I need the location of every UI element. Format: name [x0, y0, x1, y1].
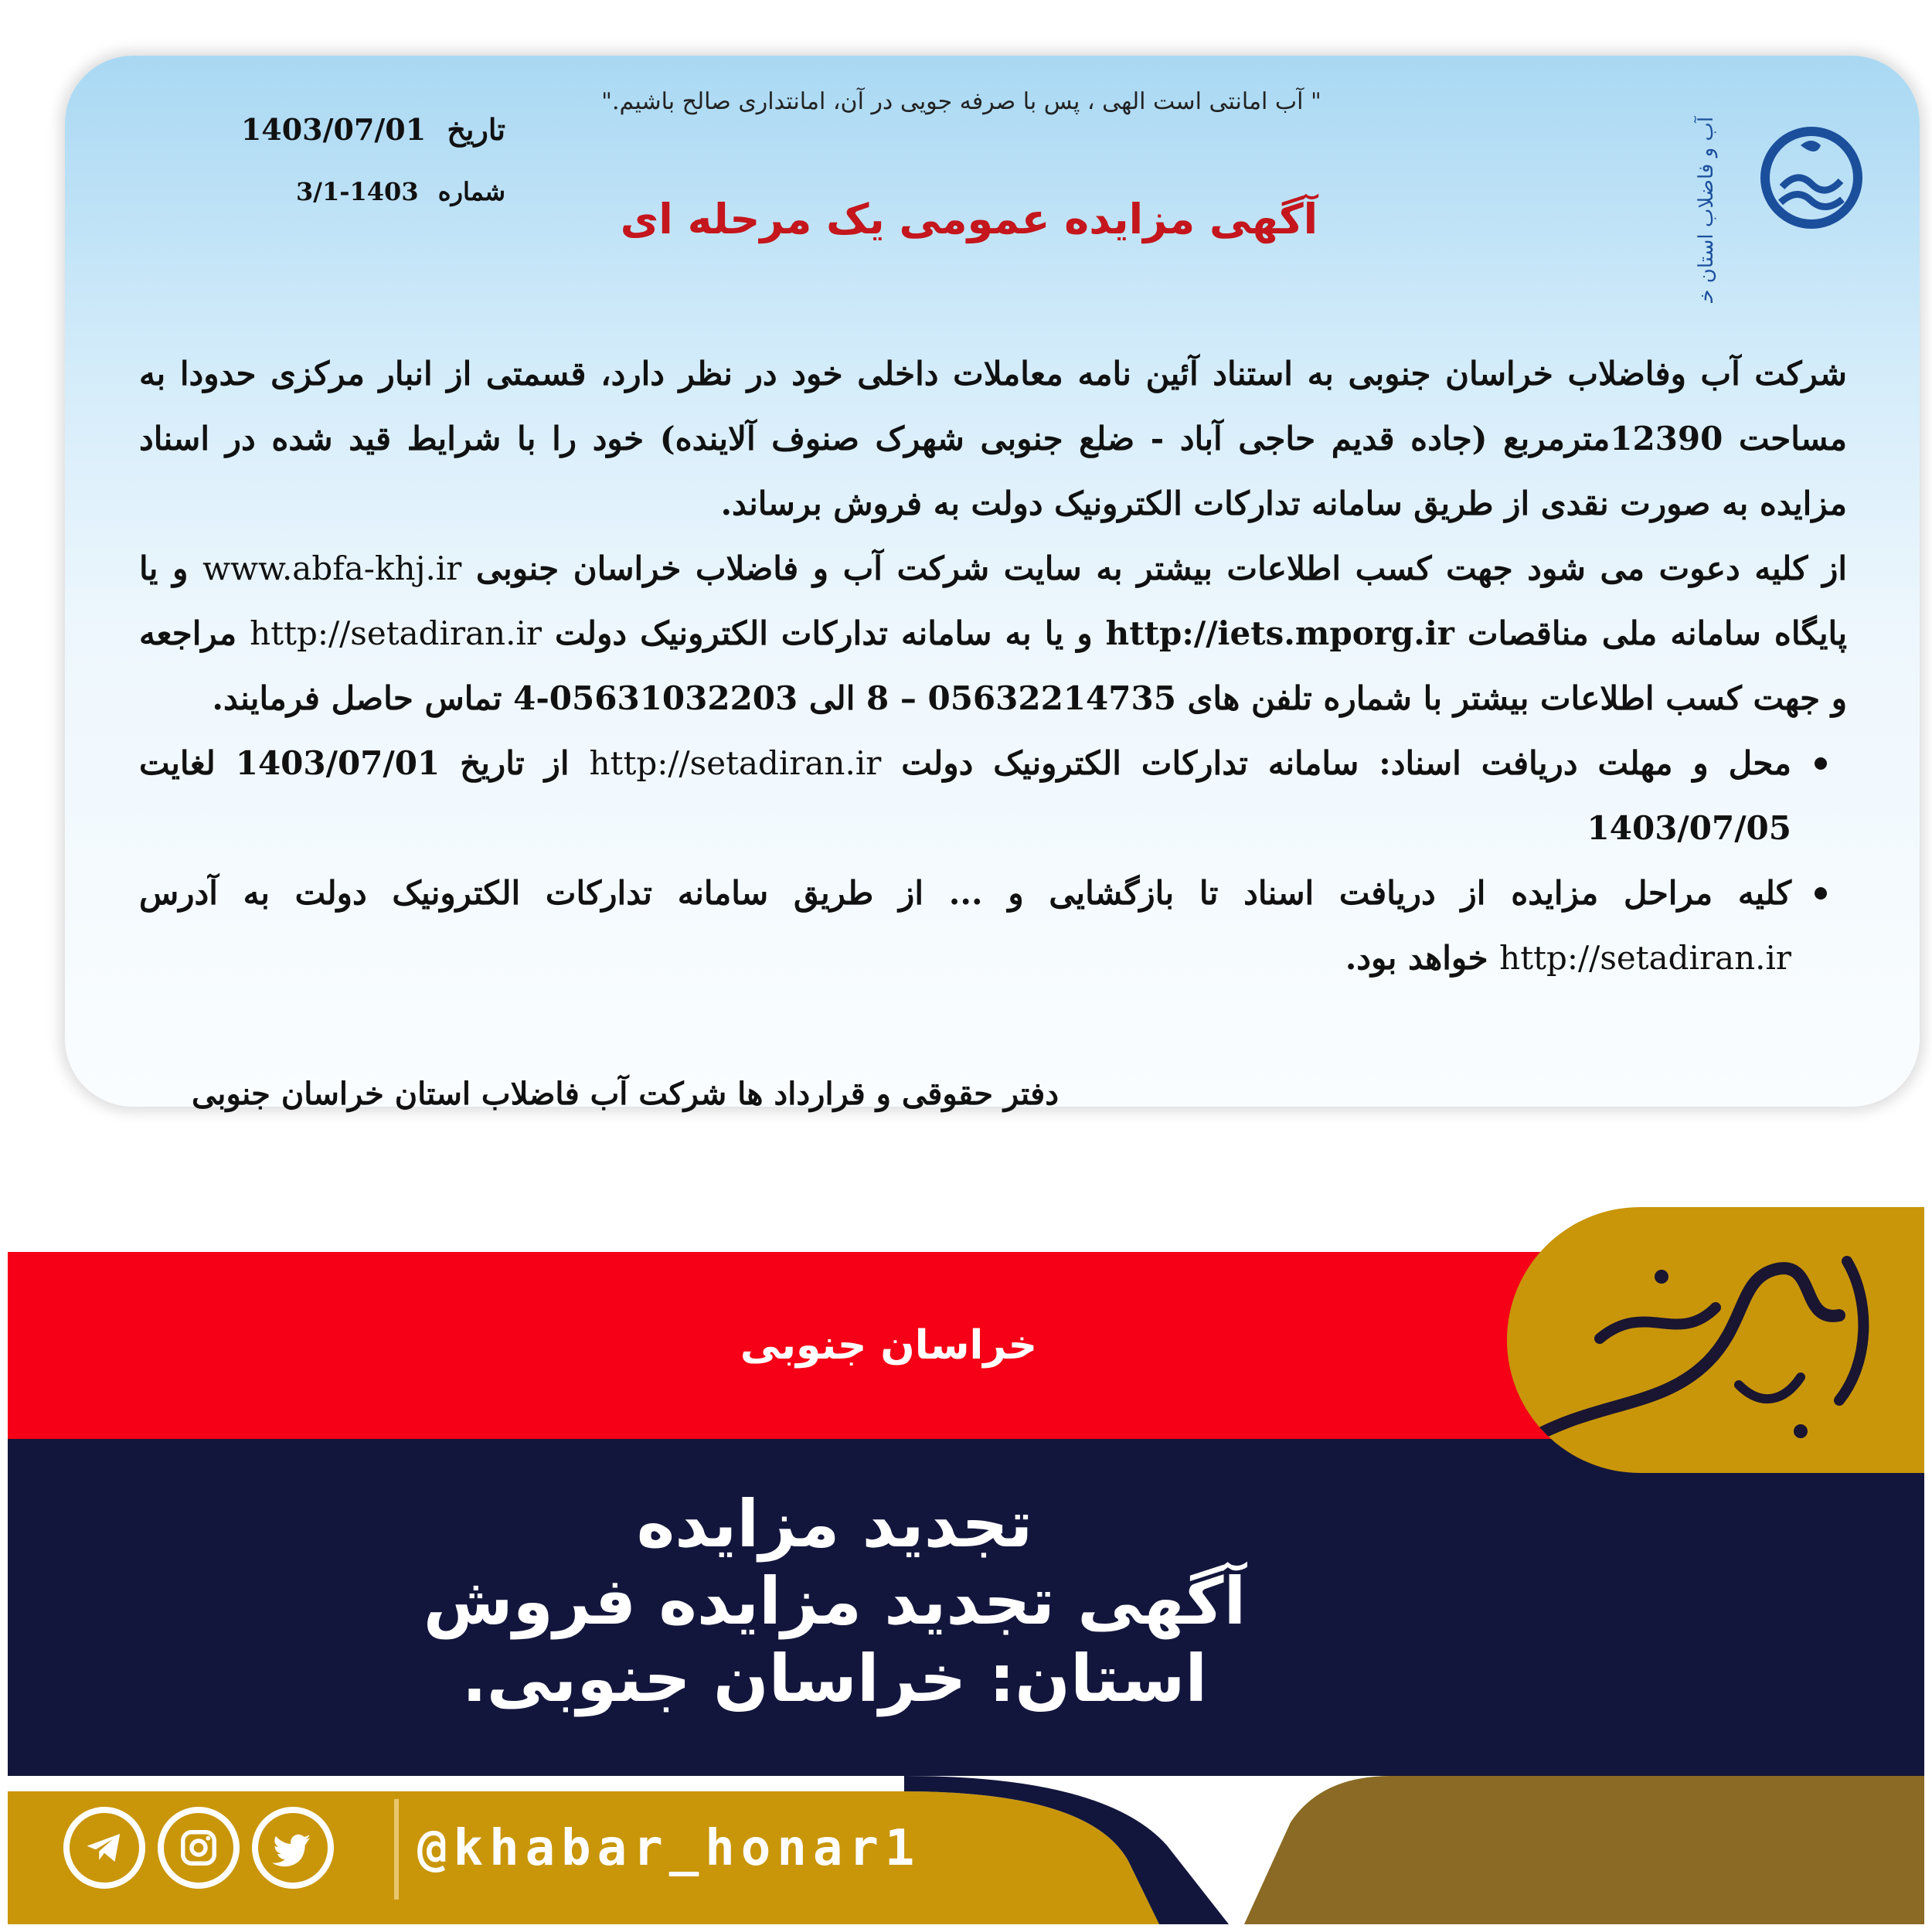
instagram-icon[interactable]: [158, 1807, 240, 1889]
logo-text: شرکت آب و فاضلاب استان خراسان جنوبی: [1695, 110, 1718, 303]
abfa-logo: [1649, 110, 1881, 303]
notice-body: [139, 342, 1847, 991]
telegram-icon[interactable]: [63, 1807, 145, 1889]
paragraph-2-part-a: از کلیه دعوت می شود جهت کسب اطلاعات بیشتر به سایت شرکت آب و فاضلاب خراسان جنوبی: [476, 549, 1848, 587]
social-icons: [63, 1807, 334, 1889]
headline-line-3: استان: خراسان جنوبی.: [461, 1641, 1208, 1716]
notice-card: [65, 56, 1920, 1107]
date-block: [181, 99, 505, 223]
bullet-1-link[interactable]: http://setadiran.ir: [589, 744, 882, 782]
number-value: 1403-3/1: [296, 177, 419, 206]
date-value: 1403/07/01: [240, 112, 427, 147]
headline-band: [8, 1439, 1924, 1776]
notice-motto: " آب امانتی است الهی ، پس با صرفه جویی در آن، امانتداری صالح باشیم.": [601, 88, 1321, 115]
bullet-2-part-a: کلیه مراحل مزایده از دریافت اسناد تا بازگشایی و ... از طریق سامانه تدارکات الکترونیک دولت به آدرس: [139, 874, 1791, 912]
number-line: [181, 161, 505, 223]
headline-line-1: تجدید مزایده: [636, 1486, 1033, 1562]
brand-badge: [1507, 1207, 1924, 1473]
social-bar: [8, 1776, 1924, 1924]
paragraph-2-part-d: مراجعه و جهت کسب اطلاعات بیشتر با شماره تلفن های 05632214735 – 8 الی 05631032203-4 تماس حاصل فرمایند.: [139, 614, 1847, 717]
paragraph-2-part-c: و یا به سامانه تدارکات الکترونیک دولت: [555, 614, 1093, 652]
headline: [240, 1485, 1430, 1717]
notice-paragraph-1: شرکت آب وفاضلاب خراسان جنوبی به استناد آئین نامه معاملات داخلی خود در نظر دارد، قسمتی از انبار مرکزی حدودا به مساحت 12390مترمربع (جاده قدیم حاجی آباد - ضلع جنوبی شهرک صنوف آلاینده) خود را با شرایط قید شده در اسناد مزایده به صورت نقدی از طریق سامانه تدارکات الکترونیک دولت به فروش برساند.: [139, 355, 1847, 522]
headline-line-2: آگهی تجدید مزایده فروش: [423, 1563, 1247, 1639]
water-drop-logo-icon: [1649, 110, 1881, 303]
notice-title: آگهی مزایده عمومی یک مرحله ای: [620, 195, 1318, 243]
region-label: خراسان جنوبی: [740, 1322, 1038, 1369]
svg-text:شرکت آب و فاضلاب استان خراسان: [1693, 110, 1718, 303]
brand-logo-text: [1668, 1441, 1761, 1468]
channel-handle[interactable]: @khabar_honar1: [417, 1820, 921, 1877]
social-separator: [394, 1799, 399, 1900]
bullet-1-part-a: محل و مهلت دریافت اسناد: سامانه تدارکات الکترونیک دولت: [901, 744, 1792, 782]
bullet-dot-icon: [1815, 887, 1827, 900]
iets-link[interactable]: http://iets.mporg.ir: [1105, 614, 1454, 652]
notice-paragraph-2: [139, 536, 1847, 731]
date-label: تاریخ: [447, 112, 505, 147]
paragraph-2-part-b: و یا پایگاه سامانه ملی مناقصات: [139, 549, 1848, 652]
khabar-honar-logo-icon: [1507, 1207, 1924, 1473]
website-link[interactable]: www.abfa-khj.ir: [202, 549, 462, 587]
bullet-item: [139, 731, 1847, 861]
twitter-icon[interactable]: [252, 1807, 334, 1889]
number-label: شماره: [437, 177, 505, 206]
date-line: [181, 99, 505, 161]
bullet-1-part-b: از تاریخ 1403/07/01 لغایت 1403/07/05: [139, 744, 1791, 847]
bullet-2-part-b: خواهد بود.: [1345, 939, 1488, 977]
bullet-item: [139, 861, 1847, 991]
notice-signature: دفتر حقوقی و قرارداد ها شرکت آب فاضلاب استان خراسان جنوبی: [191, 1076, 1059, 1112]
notice-bullets: [139, 731, 1847, 991]
bullet-dot-icon: [1815, 757, 1827, 770]
setad-link[interactable]: http://setadiran.ir: [250, 614, 542, 652]
bullet-2-link[interactable]: http://setadiran.ir: [1499, 939, 1791, 977]
